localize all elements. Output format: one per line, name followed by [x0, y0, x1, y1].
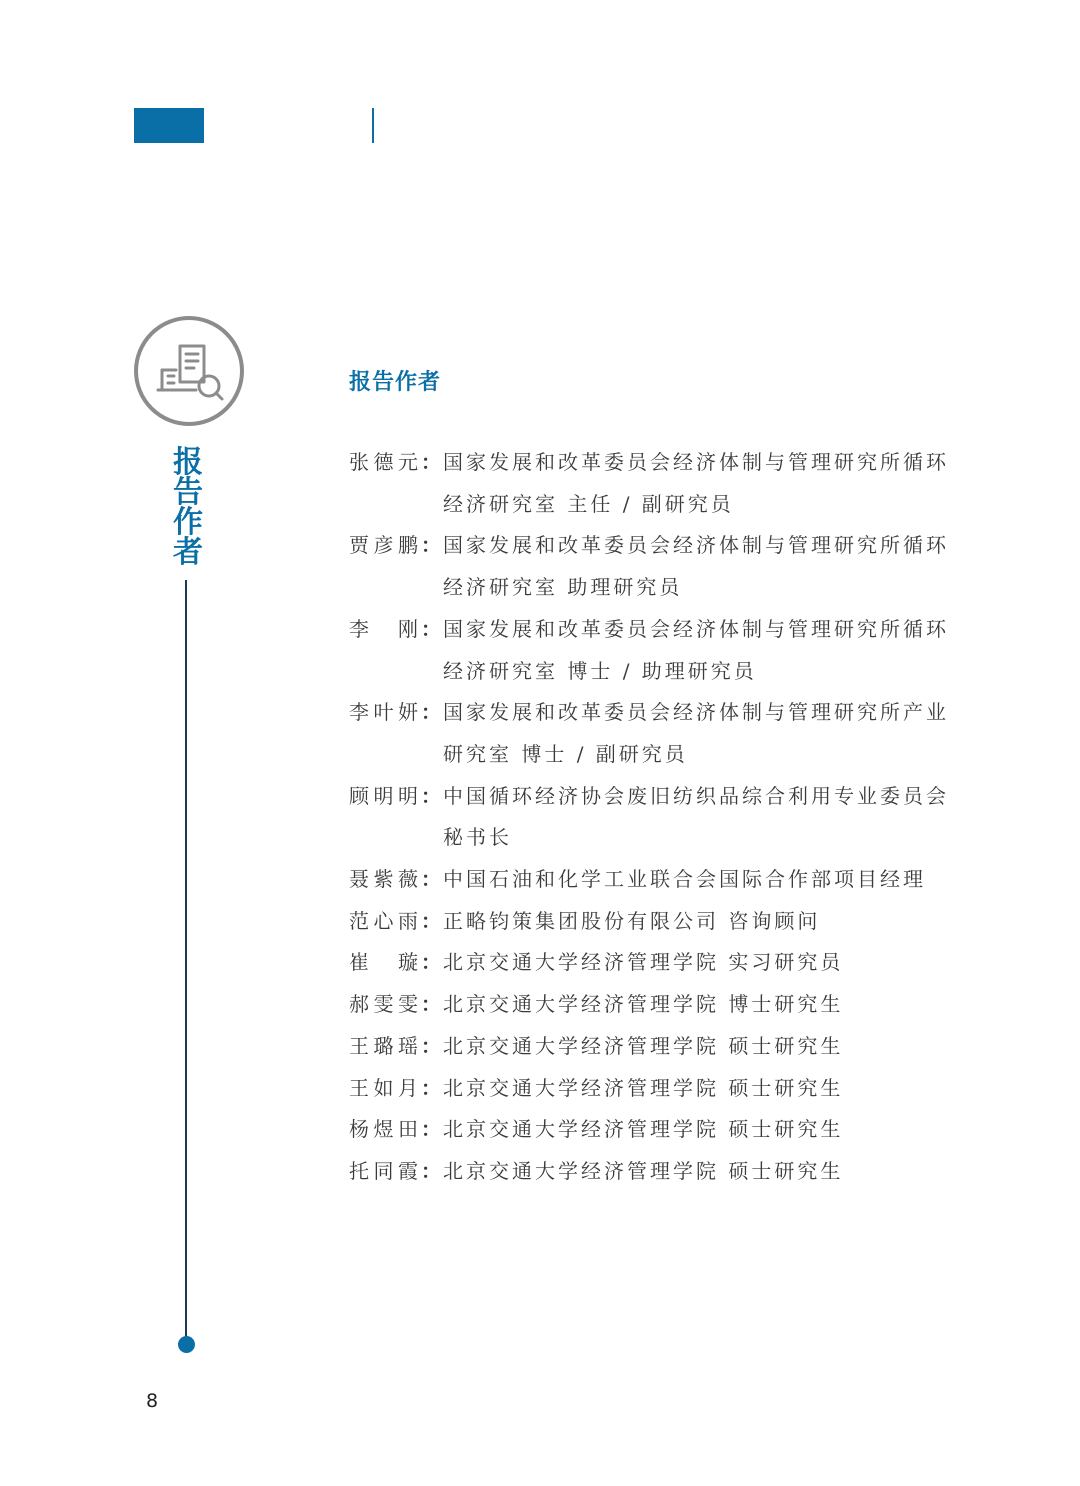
author-affiliation: 中国循环经济协会废旧纺织品综合利用专业委员会秘书长	[443, 783, 949, 850]
author-name: 王璐瑶	[349, 1033, 421, 1058]
author-name: 贾彦鹏	[349, 533, 421, 558]
author-name: 托同霞	[349, 1158, 421, 1183]
author-affiliation: 北京交通大学经济管理学院 硕士研究生	[443, 1033, 844, 1058]
author-affiliation: 北京交通大学经济管理学院 硕士研究生	[443, 1117, 844, 1142]
colon-separator: ：	[421, 992, 444, 1017]
author-affiliation: 正略钧策集团股份有限公司 咨询顾问	[443, 908, 821, 933]
vertical-timeline-line	[185, 580, 187, 1340]
author-affiliation: 国家发展和改革委员会经济体制与管理研究所循环经济研究室 博士 / 助理研究员	[443, 616, 949, 683]
author-name: 崔璇	[349, 950, 421, 975]
vertical-title-char: 报	[173, 445, 203, 480]
author-name: 李刚	[349, 616, 421, 641]
author-entry	[349, 609, 969, 692]
header-accent-bar	[134, 108, 204, 143]
colon-separator: ：	[421, 700, 444, 725]
author-entry	[349, 1151, 969, 1193]
author-entry	[349, 859, 969, 901]
colon-separator: ：	[421, 867, 444, 892]
author-entry	[349, 1109, 969, 1151]
author-affiliation: 北京交通大学经济管理学院 硕士研究生	[443, 1075, 844, 1100]
colon-separator: ：	[421, 950, 444, 975]
author-affiliation: 中国石油和化学工业联合会国际合作部项目经理	[443, 867, 926, 892]
author-affiliation: 北京交通大学经济管理学院 硕士研究生	[443, 1158, 844, 1183]
colon-separator: ：	[421, 616, 444, 641]
vertical-title-char: 者	[173, 535, 203, 570]
author-entry	[349, 692, 969, 775]
author-affiliation: 北京交通大学经济管理学院 博士研究生	[443, 992, 844, 1017]
colon-separator: ：	[421, 1075, 444, 1100]
colon-separator: ：	[421, 783, 444, 808]
author-affiliation: 国家发展和改革委员会经济体制与管理研究所循环经济研究室 主任 / 副研究员	[443, 450, 949, 516]
header-divider	[372, 108, 374, 143]
vertical-section-title	[166, 445, 210, 570]
author-name: 张德元	[349, 450, 421, 474]
colon-separator: ：	[421, 908, 444, 933]
colon-separator: ：	[421, 1158, 444, 1183]
colon-separator: ：	[421, 450, 444, 474]
section-title: 报告作者	[349, 370, 442, 395]
colon-separator: ：	[421, 533, 444, 558]
author-name: 聂紫薇	[349, 867, 421, 892]
page-number: 8	[146, 1390, 159, 1412]
author-entry	[349, 984, 969, 1026]
author-list	[349, 442, 969, 1193]
document-search-icon	[134, 316, 244, 426]
author-entry	[349, 442, 969, 525]
author-name: 郝雯雯	[349, 992, 421, 1017]
author-entry	[349, 525, 969, 608]
author-name: 李叶妍	[349, 700, 421, 725]
author-name: 王如月	[349, 1075, 421, 1100]
author-affiliation: 北京交通大学经济管理学院 实习研究员	[443, 950, 844, 975]
author-entry	[349, 901, 969, 943]
author-affiliation: 国家发展和改革委员会经济体制与管理研究所产业研究室 博士 / 副研究员	[443, 700, 949, 766]
author-entry	[349, 1026, 969, 1068]
colon-separator: ：	[421, 1117, 444, 1142]
author-name: 范心雨	[349, 908, 421, 933]
timeline-end-dot	[178, 1336, 195, 1353]
author-entry	[349, 776, 969, 859]
author-entry	[349, 1068, 969, 1110]
author-name: 顾明明	[349, 783, 421, 808]
author-name: 杨煜田	[349, 1117, 421, 1142]
author-affiliation: 国家发展和改革委员会经济体制与管理研究所循环经济研究室 助理研究员	[443, 533, 949, 600]
vertical-title-char: 作	[173, 505, 203, 540]
author-entry	[349, 942, 969, 984]
vertical-title-char: 告	[173, 475, 203, 510]
colon-separator: ：	[421, 1033, 444, 1058]
